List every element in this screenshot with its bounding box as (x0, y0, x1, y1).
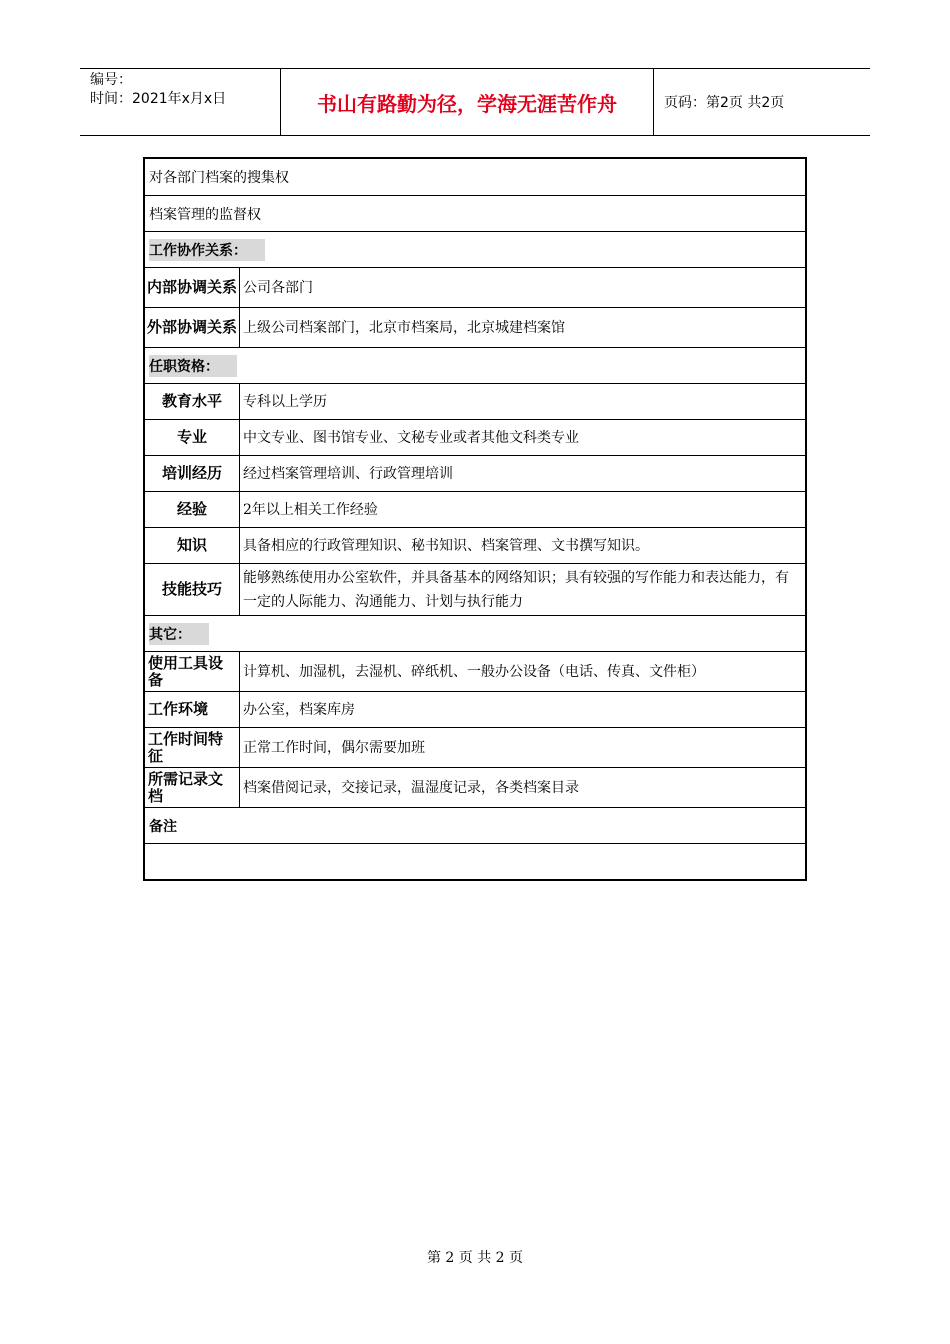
row-value: 计算机、加湿机，去湿机、碎纸机、一般办公设备（电话、传真、文件柜） (243, 663, 705, 680)
row-label: 工作时间特征 (145, 728, 240, 767)
row-label: 知识 (145, 528, 240, 563)
table-row (145, 419, 805, 455)
row-value: 具备相应的行政管理知识、秘书知识、档案管理、文书撰写知识。 (243, 537, 649, 554)
row-label: 技能技巧 (145, 564, 240, 615)
row-label: 内部协调关系 (145, 268, 240, 307)
row-value: 2年以上相关工作经验 (243, 501, 378, 518)
section-title: 任职资格： (149, 355, 237, 377)
row-value: 中文专业、图书馆专业、文秘专业或者其他文科类专业 (243, 429, 579, 446)
row-value: 档案借阅记录，交接记录，温湿度记录，各类档案目录 (243, 779, 579, 796)
row-label: 专业 (145, 420, 240, 455)
table-row (145, 691, 805, 727)
table-row (145, 455, 805, 491)
row-label: 教育水平 (145, 384, 240, 419)
row-label: 培训经历 (145, 456, 240, 491)
row-label: 使用工具设备 (145, 652, 240, 691)
row-value: 能够熟练使用办公室软件，并具备基本的网络知识；具有较强的写作能力和表达能力，有一定的人际能力、沟通能力、计划与执行能力 (243, 569, 789, 610)
header-slogan: 书山有路勤为径，学海无涯苦作舟 (281, 69, 654, 135)
row-label: 经验 (145, 492, 240, 527)
table-row (145, 307, 805, 347)
remarks-value (145, 844, 805, 879)
table-row (145, 491, 805, 527)
right-item: 档案管理的监督权 (149, 206, 261, 223)
row-value: 专科以上学历 (243, 393, 327, 410)
remarks-row (145, 843, 805, 879)
time-label: 时间：2021年x月x日 (90, 91, 227, 107)
row-label: 所需记录文档 (145, 768, 240, 807)
table-row (145, 383, 805, 419)
table-row (145, 195, 805, 231)
section-title: 工作协作关系： (149, 239, 265, 261)
page-footer: 第 2 页 共 2 页 (426, 1250, 524, 1266)
table-row (145, 563, 805, 615)
job-description-table (143, 157, 807, 881)
section-qualification (145, 347, 805, 383)
section-remarks (145, 807, 805, 843)
section-other (145, 615, 805, 651)
table-row (145, 767, 805, 807)
table-row (145, 727, 805, 767)
header-page-label: 页码：第2页 共2页 (664, 95, 785, 111)
row-value: 公司各部门 (243, 279, 313, 296)
table-row (145, 651, 805, 691)
number-label: 编号： (90, 72, 132, 88)
document-header (80, 68, 870, 136)
row-value: 上级公司档案部门，北京市档案局，北京城建档案馆 (243, 319, 565, 336)
row-value: 正常工作时间，偶尔需要加班 (243, 739, 425, 756)
right-item: 对各部门档案的搜集权 (149, 170, 289, 186)
table-row (145, 267, 805, 307)
row-value: 办公室，档案库房 (243, 701, 355, 718)
table-row (145, 159, 805, 195)
row-value: 经过档案管理培训、行政管理培训 (243, 465, 453, 482)
row-label: 工作环境 (145, 692, 240, 727)
table-row (145, 527, 805, 563)
section-collab (145, 231, 805, 267)
section-title: 其它： (149, 623, 209, 645)
row-label: 外部协调关系 (145, 308, 240, 347)
header-meta (80, 69, 281, 135)
section-title: 备注 (149, 818, 177, 835)
